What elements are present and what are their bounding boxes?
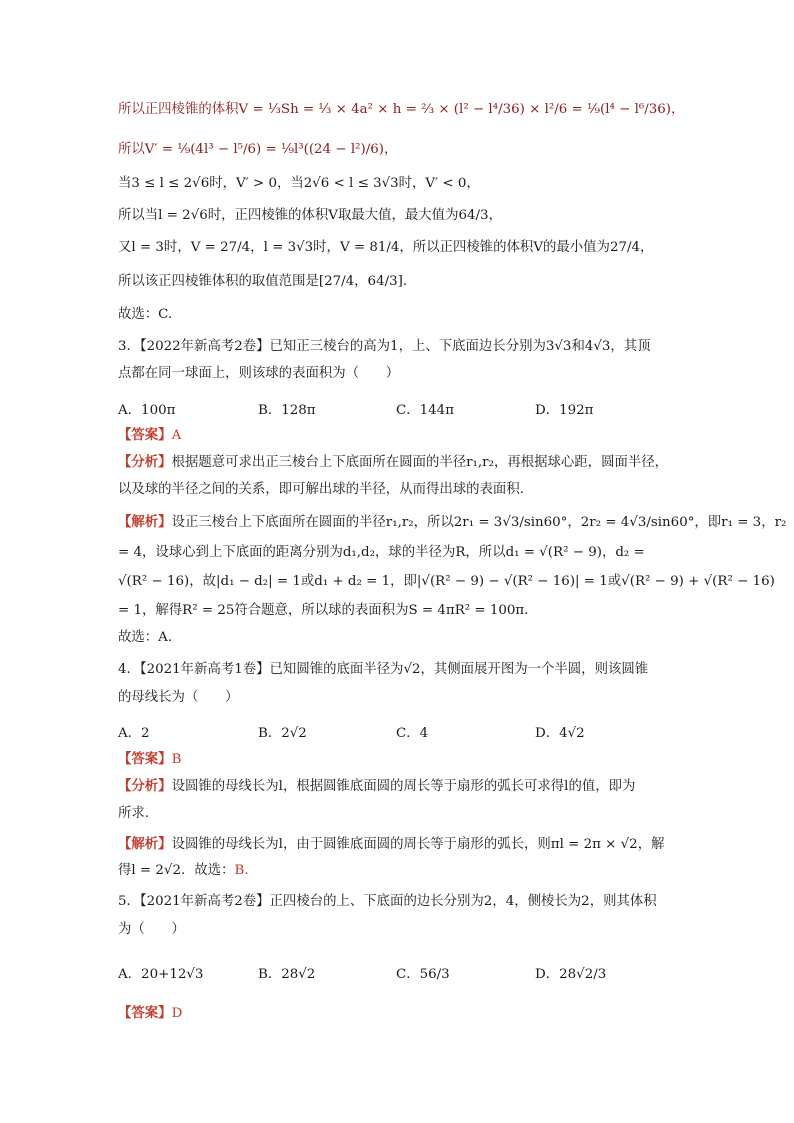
min-value-line: 又l = 3时，V = 27/4，l = 3√3时，V = 81/4，所以正四棱锥的体积V的最小值为27/4， [118, 240, 654, 255]
q3-option-b: B．128π [258, 403, 316, 418]
q4-analysis-line1: 【分析】设圆锥的母线长为l，根据圆锥底面圆的周长等于扇形的弧长可求得l的值，即为 [118, 778, 636, 794]
q3-option-a: A．100π [118, 403, 176, 418]
q4-option-b: B．2√2 [258, 726, 307, 741]
q4-options [118, 722, 678, 744]
q3-choice: 故选：A． [118, 630, 182, 645]
q3-solution-line3: √(R² − 16)，故|d₁ − d₂| = 1或d₁ + d₂ = 1，即|√(R² − 9) − √(R² − 16)| = 1或√(R² − 9) + √(R² − 16) [118, 574, 775, 589]
q3-analysis-line1: 【分析】根据题意可求出正三棱台上下底面所在圆面的半径r₁,r₂，再根据球心距，圆面半径， [118, 454, 669, 470]
q3-stem-line1: 3．【2022年新高考2卷】已知正三棱台的高为1，上、下底面边长分别为3√3和4√3，其顶 [118, 339, 651, 354]
q3-option-c: C．144π [396, 403, 454, 418]
q4-stem-line2: 的母线长为（ ） [118, 690, 239, 705]
q5-option-d: D．28√2/3 [535, 967, 607, 982]
q3-option-d: D．192π [535, 403, 594, 418]
q5-option-b: B．28√2 [258, 967, 316, 982]
q5-option-c: C．56/3 [396, 967, 450, 982]
q4-option-d: D．4√2 [535, 726, 585, 741]
q5-stem-line1: 5．【2021年新高考2卷】正四棱台的上、下底面的边长分别为2，4，侧棱长为2，则其体积 [118, 894, 657, 909]
q3-solution-line1: 【解析】设正三棱台上下底面所在圆面的半径r₁,r₂，所以2r₁ = 3√3/sin60°，2r₂ = 4√3/sin60°，即r₁ = 3，r₂ [118, 514, 787, 530]
q4-answer: 【答案】B [118, 751, 182, 767]
q4-stem-line1: 4．【2021年新高考1卷】已知圆锥的底面半径为√2，其侧面展开图为一个半圆，则该圆锥 [118, 662, 649, 677]
q3-solution-line4: = 1，解得R² = 25符合题意，所以球的表面积为S = 4πR² = 100π． [118, 603, 538, 618]
max-value-line: 所以当l = 2√6时，正四棱锥的体积V取最大值，最大值为64/3， [118, 208, 502, 223]
q3-stem-line2: 点都在同一球面上，则该球的表面积为（ ） [118, 366, 400, 381]
q4-analysis-line2: 所求. [118, 806, 150, 821]
monotonic-line: 当3 ≤ l ≤ 2√6时，V′ > 0，当2√6 < l ≤ 3√3时，V′ < 0， [118, 176, 480, 191]
volume-formula-line: 所以正四棱锥的体积V = ⅓Sh = ⅓ × 4a² × h = ⅔ × (l² − l⁴/36) × l²/6 = ⅑(l⁴ − l⁶/36)， [118, 102, 685, 117]
q5-options [118, 963, 678, 985]
q4-solution-line2: 得l = 2√2．故选：B. [118, 863, 249, 878]
q5-option-a: A．20+12√3 [118, 967, 204, 982]
q3-solution-line2: = 4，设球心到上下底面的距离分别为d₁,d₂，球的半径为R，所以d₁ = √(R² − 9)，d₂ = [118, 545, 645, 560]
q3-answer: 【答案】A [118, 427, 182, 443]
q4-solution-line1: 【解析】设圆锥的母线长为l，由于圆锥底面圆的周长等于扇形的弧长，则πl = 2π × √2，解 [118, 836, 665, 852]
q3-analysis-line2: 以及球的半径之间的关系，即可解出球的半径，从而得出球的表面积． [118, 482, 534, 497]
q4-option-c: C．4 [396, 726, 429, 741]
range-line: 所以该正四棱锥体积的取值范围是[27/4，64/3]. [118, 274, 408, 289]
q5-stem-line2: 为（ ） [118, 922, 185, 937]
q5-answer: 【答案】D [118, 1005, 183, 1021]
q2-choice: 故选：C. [118, 307, 173, 322]
q4-option-a: A．2 [118, 726, 150, 741]
derivative-line: 所以V′ = ⅑(4l³ − l⁵/6) = ⅑l³((24 − l²)/6)， [118, 142, 398, 157]
q3-options [118, 399, 678, 421]
